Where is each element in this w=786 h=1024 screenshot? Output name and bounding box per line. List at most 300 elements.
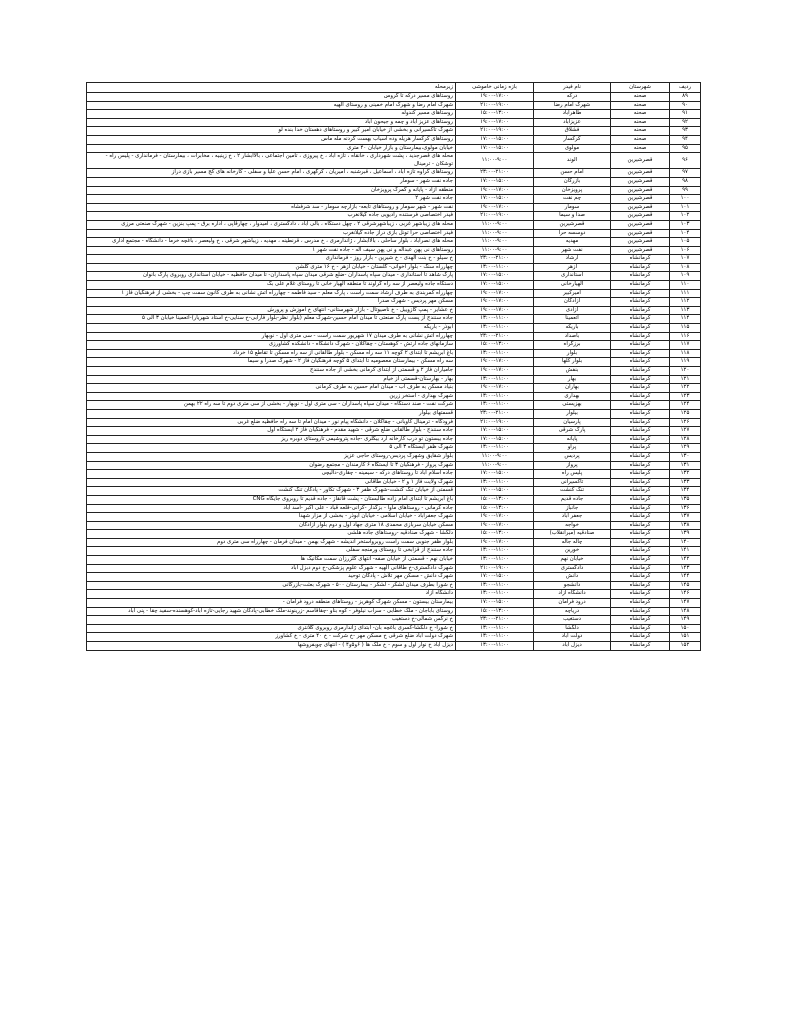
sub-area-cell: دانشگاه آزاد	[87, 590, 456, 599]
time-range-cell: ۱۳:۰۰-۱۱:۰۰	[456, 556, 534, 565]
feeder-cell: فشلاق	[534, 127, 611, 136]
row-number: ۱۴۳	[670, 564, 701, 573]
sub-area-cell: جاده سنندج از قزابخی تا روستای ورمنجه سفلی	[87, 547, 456, 556]
sub-area-cell: فیدر اختصاصی فرستنده رادیویی جاده گیلانغرب	[87, 212, 456, 221]
table-row	[87, 367, 701, 376]
city-cell: کرمانشاه	[611, 315, 670, 324]
row-number: ۱۴۰	[670, 538, 701, 547]
time-range-cell: ۱۳:۰۰-۱۱:۰۰	[456, 642, 534, 651]
row-number: ۱۲۷	[670, 427, 701, 436]
time-range-cell: ۲۳:۰۰-۲۱:۰۰	[456, 616, 534, 625]
feeder-cell: قصرشیرین	[534, 220, 611, 229]
sub-area-cell: جاده اسلام آباد تا روستاهای درکه - سیمینه - چقاری-دالیچی	[87, 470, 456, 479]
row-number: ۹۳	[670, 127, 701, 136]
feeder-cell: دوسسه حرا	[534, 229, 611, 238]
feeder-cell: تاکسیرانی	[534, 478, 611, 487]
time-range-cell: ۱۳:۰۰-۱۱:۰۰	[456, 624, 534, 633]
time-range-cell: ۱۵:۰۰-۱۳:۰۰	[456, 110, 534, 119]
feeder-cell: شهرک امام رضا	[534, 101, 611, 110]
feeder-cell: خواجه	[534, 521, 611, 530]
time-range-cell: ۱۳:۰۰-۱۱:۰۰	[456, 263, 534, 272]
sub-area-cell: خ شورا بطرف میدان لشکر - لشکر - بیمارستان ۵۰۰ - شهرک بعثت-بازرگانی	[87, 581, 456, 590]
sub-area-cell: روستاهای مسیر درکه تا گروس	[87, 93, 456, 102]
time-range-cell: ۱۱:۰۰-۹:۰۰	[456, 461, 534, 470]
feeder-cell: کرکسار	[534, 135, 611, 144]
feeder-cell: استانداری	[534, 272, 611, 281]
table-row	[87, 246, 701, 255]
row-number: ۹۴	[670, 135, 701, 144]
feeder-cell: امام حسن	[534, 169, 611, 178]
table-row	[87, 384, 701, 393]
row-number: ۱۱۱	[670, 289, 701, 298]
feeder-cell: باصداد	[534, 332, 611, 341]
time-range-cell: ۱۷:۰۰-۱۵:۰۰	[456, 144, 534, 153]
city-cell: کرمانشاه	[611, 427, 670, 436]
city-cell: قصرشیرین	[611, 220, 670, 229]
city-cell: کرمانشاه	[611, 513, 670, 522]
feeder-cell: نفت شهر	[534, 246, 611, 255]
row-number: ۱۴۸	[670, 607, 701, 616]
time-range-cell: ۱۷:۰۰-۱۵:۰۰	[456, 195, 534, 204]
feeder-cell: الهیارخانی	[534, 281, 611, 290]
city-cell: کرمانشاه	[611, 470, 670, 479]
city-cell: کرمانشاه	[611, 495, 670, 504]
city-cell: قصرشیرین	[611, 195, 670, 204]
header-city: شهرستان	[611, 83, 670, 93]
feeder-cell: دلگشا	[534, 624, 611, 633]
row-number: ۱۱۲	[670, 298, 701, 307]
feeder-cell: پرواز	[534, 461, 611, 470]
city-cell: کرمانشاه	[611, 263, 670, 272]
row-number: ۹۲	[670, 118, 701, 127]
row-number: ۹۹	[670, 186, 701, 195]
feeder-cell: دریاچه	[534, 607, 611, 616]
table-row	[87, 135, 701, 144]
feeder-cell: تنگ کنشت	[534, 487, 611, 496]
feeder-cell: جانباز	[534, 504, 611, 513]
row-number: ۱۱۵	[670, 324, 701, 333]
feeder-cell: ازهر	[534, 263, 611, 272]
sub-area-cell: شهرک بهداری - استخر زرین	[87, 392, 456, 401]
sub-area-cell: مسکن مهر پردیس - شهرک صدرا	[87, 298, 456, 307]
time-range-cell: ۱۷:۰۰-۱۵:۰۰	[456, 177, 534, 186]
city-cell: صحنه	[611, 135, 670, 144]
city-cell: کرمانشاه	[611, 573, 670, 582]
sub-area-cell: خیابان مولوی،بیمارستان و بازار خیابان ۴۰ متری	[87, 144, 456, 153]
time-range-cell: ۱۹:۰۰-۱۷:۰۰	[456, 203, 534, 212]
table-row	[87, 212, 701, 221]
row-number: ۱۳۶	[670, 504, 701, 513]
sub-area-cell: جامیاران فاز ۲ و قسمتی از ابتدای کرمانی بخشی از جاده سنندج	[87, 367, 456, 376]
time-range-cell: ۱۳:۰۰-۱۱:۰۰	[456, 581, 534, 590]
table-row	[87, 470, 701, 479]
table-row	[87, 547, 701, 556]
header-time-range: بازه زمانی خاموشی	[456, 83, 534, 93]
row-number: ۱۳۹	[670, 530, 701, 539]
row-number: ۱۳۵	[670, 495, 701, 504]
table-row	[87, 401, 701, 410]
table-row	[87, 616, 701, 625]
table-row	[87, 452, 701, 461]
feeder-cell: بهار	[534, 375, 611, 384]
sub-area-cell: چهارراه سنگ - بلوار اخوانی- گلستان - خیابان ازهر - خ ۱۶ متری گلشن	[87, 263, 456, 272]
time-range-cell: ۱۳:۰۰-۱۱:۰۰	[456, 401, 534, 410]
feeder-cell: طاهرآباد	[534, 110, 611, 119]
table-row	[87, 101, 701, 110]
city-cell: کرمانشاه	[611, 401, 670, 410]
table-row	[87, 409, 701, 418]
table-row	[87, 186, 701, 195]
row-number: ۱۲۶	[670, 418, 701, 427]
sub-area-cell: نفت شهر - شهر سومار و روستاهای تابعه- بازارچه سومار - سد شرفشاه	[87, 203, 456, 212]
city-cell: کرمانشاه	[611, 452, 670, 461]
feeder-cell: آزادی	[534, 306, 611, 315]
time-range-cell: ۱۹:۰۰-۱۷:۰۰	[456, 367, 534, 376]
feeder-cell: امیرکبیر	[534, 289, 611, 298]
table-row	[87, 599, 701, 608]
sub-area-cell: قسمتی از خیابان تنگ کنشت-شهرک ظفر ۳ - شهرک تکاور - پادگان تنگ کنشت	[87, 487, 456, 496]
document-page	[86, 82, 701, 651]
table-row	[87, 298, 701, 307]
city-cell: قصرشیرین	[611, 212, 670, 221]
time-range-cell: ۱۷:۰۰-۱۵:۰۰	[456, 435, 534, 444]
feeder-cell: خیابان نهم	[534, 556, 611, 565]
table-row	[87, 349, 701, 358]
row-number: ۱۴۶	[670, 590, 701, 599]
sub-area-cell: شهرک دانش - مسکن مهر تلاش - پادگان توحید	[87, 573, 456, 582]
sub-area-cell: جاده سنندج - بلوار طالقانی ضلع شرقی - شهید مقدم - فرهنگیان فاز ۲ ایستگاه اول	[87, 427, 456, 436]
city-cell: کرمانشاه	[611, 358, 670, 367]
time-range-cell: ۱۷:۰۰-۱۵:۰۰	[456, 487, 534, 496]
feeder-cell: سومار	[534, 203, 611, 212]
time-range-cell: ۱۱:۰۰-۹:۰۰	[456, 238, 534, 247]
row-number: ۱۴۵	[670, 581, 701, 590]
city-cell: کرمانشاه	[611, 332, 670, 341]
feeder-cell: باریکه	[534, 324, 611, 333]
time-range-cell: ۱۱:۰۰-۹:۰۰	[456, 153, 534, 169]
row-number: ۱۴۲	[670, 556, 701, 565]
city-cell: کرمانشاه	[611, 624, 670, 633]
row-number: ۱۵۰	[670, 624, 701, 633]
time-range-cell: ۱۹:۰۰-۱۷:۰۰	[456, 521, 534, 530]
table-row	[87, 127, 701, 136]
sub-area-cell: روستاهای گراوه تازه آباد ، اسماعیل ، قبرشنبه ، امیریان ، کرگهری ، امام حسن علیا و سفلی - کارخانه های کج مسیر بازی دراز	[87, 169, 456, 178]
city-cell: صحنه	[611, 101, 670, 110]
city-cell: کرمانشاه	[611, 530, 670, 539]
row-number: ۱۴۹	[670, 616, 701, 625]
feeder-cell: بهزیستی	[534, 401, 611, 410]
feeder-cell: الوند	[534, 153, 611, 169]
sub-area-cell: روستاهای مسیر کندوله	[87, 110, 456, 119]
row-number: ۱۱۸	[670, 349, 701, 358]
time-range-cell: ۱۵:۰۰-۱۳:۰۰	[456, 607, 534, 616]
row-number: ۹۸	[670, 177, 701, 186]
time-range-cell: ۱۷:۰۰-۱۵:۰۰	[456, 135, 534, 144]
row-number: ۱۳۴	[670, 487, 701, 496]
city-cell: کرمانشاه	[611, 255, 670, 264]
feeder-cell: آتعمینا	[534, 315, 611, 324]
time-range-cell: ۱۷:۰۰-۱۵:۰۰	[456, 281, 534, 290]
sub-area-cell: شهرک ولایت فاز ۱ و ۲ - خیابان طاقانی	[87, 478, 456, 487]
time-range-cell: ۱۱:۰۰-۹:۰۰	[456, 229, 534, 238]
sub-area-cell: محله های قصرجدید ، پشت شهرداری ، خانقاه ، تازه آباد ، خ پیروزی ، تامین اجتماعی ، بالاآبشار ۲ ، خ زینبیه ، مخابرات ، بیمارستان - فرمانداری - پلیس راه - توشکان - ترمینال	[87, 153, 456, 169]
sub-area-cell: جاده نفت شهر ۲	[87, 195, 456, 204]
time-range-cell: ۱۹:۰۰-۱۷:۰۰	[456, 513, 534, 522]
time-range-cell: ۱۹:۰۰-۱۷:۰۰	[456, 384, 534, 393]
sub-area-cell: روستاهای عزیز اباد و چمه و جیحون اباد	[87, 118, 456, 127]
table-row	[87, 564, 701, 573]
table-row	[87, 375, 701, 384]
sub-area-cell: خ عشایر - پمپ گازوییل - خ ناصیوتال - بازار شهرستانی- انتهای خ آموزش و پرورش	[87, 306, 456, 315]
time-range-cell: ۱۵:۰۰-۱۳:۰۰	[456, 504, 534, 513]
row-number: ۱۳۲	[670, 470, 701, 479]
sub-area-cell: شهرک تاکسیرانی و بخشی از خیابان امیر کبیر و روستاهای دهستان خدا بنده لو	[87, 127, 456, 136]
feeder-cell: بازرگان	[534, 177, 611, 186]
city-cell: صحنه	[611, 110, 670, 119]
sub-area-cell: شهرک دولت آباد ضلع شرقی خ مسکن مهر -خ شرکت - خ ۴۰ متری - خ کشاورز	[87, 633, 456, 642]
time-range-cell: ۱۳:۰۰-۱۱:۰۰	[456, 375, 534, 384]
sub-area-cell: سازمانهای جاده ارتش - کوهستان - چقاکلان - شهرک دانشگاه - دانشکده کشاورزی	[87, 341, 456, 350]
table-row	[87, 495, 701, 504]
feeder-cell: برزگراه	[534, 341, 611, 350]
sub-area-cell: روستای باباجان - ملک خطابی - سراب نیلوفر - کوه بناو -چقاقاسم -زرینوند-ملک خطابی-پادگان شهید رجایی-تازه آباد-کوهسنده-سفید چقا - پنی آباد	[87, 607, 456, 616]
city-cell: کرمانشاه	[611, 581, 670, 590]
table-row	[87, 573, 701, 582]
time-range-cell: ۲۳:۰۰-۲۱:۰۰	[456, 169, 534, 178]
row-number: ۱۱۷	[670, 341, 701, 350]
table-row	[87, 633, 701, 642]
table-row	[87, 478, 701, 487]
table-row	[87, 341, 701, 350]
table-row	[87, 255, 701, 264]
row-number: ۱۲۹	[670, 444, 701, 453]
feeder-cell: بیلوار	[534, 409, 611, 418]
time-range-cell: ۱۷:۰۰-۱۵:۰۰	[456, 272, 534, 281]
table-row	[87, 169, 701, 178]
table-row	[87, 427, 701, 436]
row-number: ۱۳۰	[670, 452, 701, 461]
time-range-cell: ۱۱:۰۰-۹:۰۰	[456, 246, 534, 255]
city-cell: کرمانشاه	[611, 564, 670, 573]
feeder-cell: پردیس	[534, 452, 611, 461]
row-number: ۱۳۱	[670, 461, 701, 470]
feeder-cell: دیزل آباد	[534, 642, 611, 651]
feeder-cell: صدا و سیما	[534, 212, 611, 221]
row-number: ۹۶	[670, 153, 701, 169]
sub-area-cell: شهرک دادگستری-خ طاقانی الهیه - شهرک علوم پزشکی-خ دوم دبزل آباد	[87, 564, 456, 573]
sub-area-cell: خ نرگس شمالی-خ دستغیب	[87, 616, 456, 625]
table-row	[87, 444, 701, 453]
sub-area-cell: پارک شاهد تا استانداری - میدان سپاه پاسداران -ضلع شرقی میدان سپاه پاسداران- تا میدان حافظیه - خیابان استانداری روبروی پارک بانوان	[87, 272, 456, 281]
city-cell: کرمانشاه	[611, 384, 670, 393]
sub-area-cell: مسکن خیابان سربازی محمدی ۱۸ متری جهاد اول و دوم بلوار آزادگان	[87, 521, 456, 530]
time-range-cell: ۱۷:۰۰-۱۵:۰۰	[456, 573, 534, 582]
table-row	[87, 556, 701, 565]
sub-area-cell: شهرک پرواز - فرهنگیان ۳ تا ایستگاه ۶ کارمندان - مجتمع رضوان	[87, 461, 456, 470]
time-range-cell: ۱۹:۰۰-۱۷:۰۰	[456, 93, 534, 102]
sub-area-cell: شهرک ظفر ایستگاه ۳ الی ۵	[87, 444, 456, 453]
sub-area-cell: چهارراه آتش نشانی به طرف میدان ۱۷ شهریور سمت راست - سی متری اول - نوبهار	[87, 332, 456, 341]
row-number: ۱۱۶	[670, 332, 701, 341]
time-range-cell: ۱۹:۰۰-۱۷:۰۰	[456, 298, 534, 307]
city-cell: قصرشیرین	[611, 246, 670, 255]
row-number: ۱۳۷	[670, 513, 701, 522]
feeder-cell: دستغیب	[534, 616, 611, 625]
table-row	[87, 487, 701, 496]
table-row	[87, 263, 701, 272]
city-cell: کرمانشاه	[611, 461, 670, 470]
table-row	[87, 513, 701, 522]
feeder-cell: بلوار	[534, 349, 611, 358]
time-range-cell: ۱۱:۰۰-۹:۰۰	[456, 452, 534, 461]
feeder-cell: آزادگان	[534, 298, 611, 307]
sub-area-cell: سه راه مسکن - بیمارستان معصومیه تا ابتدای ۵ کوچه فرهنگیان فاز ۲ - شهرک صدرا و سیما	[87, 358, 456, 367]
table-row	[87, 281, 701, 290]
row-number: ۱۵۱	[670, 633, 701, 642]
sub-area-cell: شهرک امام رضا و شهرک امام خمینی و روستای الهیه	[87, 101, 456, 110]
city-cell: کرمانشاه	[611, 599, 670, 608]
time-range-cell: ۲۳:۰۰-۲۱:۰۰	[456, 332, 534, 341]
feeder-cell: مهدیه	[534, 238, 611, 247]
time-range-cell: ۱۳:۰۰-۱۱:۰۰	[456, 478, 534, 487]
sub-area-cell: باغ ابریشم تا ابتدای ۲ کوچه ۱۱ سه راه مسکن - بلوار طالقانی از سه راه مسکن تا تقاطع ۱۵ خرداد	[87, 349, 456, 358]
row-number: ۱۳۳	[670, 478, 701, 487]
table-row	[87, 195, 701, 204]
time-range-cell: ۱۷:۰۰-۱۵:۰۰	[456, 470, 534, 479]
city-cell: کرمانشاه	[611, 538, 670, 547]
outage-schedule-table	[86, 82, 701, 651]
sub-area-cell: بلوار شقایق وشهرک پردیس-روستای حاجی عزیز	[87, 452, 456, 461]
feeder-cell: جعفر آباد	[534, 513, 611, 522]
feeder-cell: عزیزآباد	[534, 118, 611, 127]
time-range-cell: ۱۹:۰۰-۱۷:۰۰	[456, 306, 534, 315]
city-cell: کرمانشاه	[611, 349, 670, 358]
header-sub-area: زیرمحله	[87, 83, 456, 93]
sub-area-cell: ابوذر - باریکه	[87, 324, 456, 333]
table-row	[87, 93, 701, 102]
row-number: ۱۴۴	[670, 573, 701, 582]
table-row	[87, 624, 701, 633]
sub-area-cell: بیمارستان بیستون - مسکن شهرک کوهریز - روستاهای منطقه درود فرامان -	[87, 599, 456, 608]
city-cell: کرمانشاه	[611, 289, 670, 298]
table-row	[87, 392, 701, 401]
city-cell: کرمانشاه	[611, 272, 670, 281]
city-cell: کرمانشاه	[611, 616, 670, 625]
time-range-cell: ۲۱:۰۰-۱۹:۰۰	[456, 418, 534, 427]
city-cell: کرمانشاه	[611, 444, 670, 453]
row-number: ۱۵۲	[670, 642, 701, 651]
time-range-cell: ۱۳:۰۰-۱۱:۰۰	[456, 392, 534, 401]
time-range-cell: ۲۳:۰۰-۲۱:۰۰	[456, 255, 534, 264]
sub-area-cell: دیزل آباد خ نوار اول و سوم - خ ملک ها ( ۶و۵و۴ ) - انتهای چوبفروشها	[87, 642, 456, 651]
sub-area-cell: شهرک جعفرآباد - خیابان اسلامی - خیابان ابوذر - بخشی از مزار شهدا	[87, 513, 456, 522]
feeder-cell: دانش	[534, 573, 611, 582]
sub-area-cell: روستاهای کرکسار هریله وده اسیاب بهست گردنه مله ماس	[87, 135, 456, 144]
row-number: ۱۰۲	[670, 212, 701, 221]
row-number: ۱۰۳	[670, 220, 701, 229]
feeder-cell: دادگستری	[534, 564, 611, 573]
time-range-cell: ۱۳:۰۰-۱۱:۰۰	[456, 633, 534, 642]
sub-area-cell: محله های نصرآباد ، بلوار ساحلی ، بالاآبشار ، ژاندارمری ، خ مدرس ، قرنطینه ، مهدیه ، زیباشهر شرقی ، خ ولیعصر ، باغچه خرما - دانشگاه - مجتمع اداری	[87, 238, 456, 247]
feeder-cell: مولوی	[534, 144, 611, 153]
sub-area-cell: شرکت نفت - صند دستگاه - میدان سپاه پاسداران - سی متری اول - نوبهار - بخشی از سی متری دوم تا سه راه ۲۲ بهمن	[87, 401, 456, 410]
table-row	[87, 203, 701, 212]
sub-area-cell: روستاهای نی پهن عبداله و نی پهن سیف اله - جاده نفت شهر ۱	[87, 246, 456, 255]
header-row-number: ردیف	[670, 83, 701, 93]
table-row	[87, 272, 701, 281]
time-range-cell: ۲۱:۰۰-۱۹:۰۰	[456, 127, 534, 136]
table-row	[87, 110, 701, 119]
sub-area-cell: دستگاه جاده ولیعصر از سه راه گراوند تا منطقه الهیار خانی تا روستای غلام علی بگ	[87, 281, 456, 290]
city-cell: کرمانشاه	[611, 590, 670, 599]
time-range-cell: ۱۹:۰۰-۱۷:۰۰	[456, 538, 534, 547]
row-number: ۱۲۲	[670, 384, 701, 393]
table-row	[87, 144, 701, 153]
time-range-cell: ۱۵:۰۰-۱۳:۰۰	[456, 530, 534, 539]
sub-area-cell: جاده کرمانی - روستاهای ماوا - بزگدار -کرانی-قلعه قباد - علی اکبر -اسد آباد	[87, 504, 456, 513]
row-number: ۱۳۸	[670, 521, 701, 530]
row-number: ۹۰	[670, 101, 701, 110]
city-cell: قصرشیرین	[611, 169, 670, 178]
city-cell: کرمانشاه	[611, 504, 670, 513]
time-range-cell: ۱۳:۰۰-۱۱:۰۰	[456, 324, 534, 333]
table-row	[87, 324, 701, 333]
row-number: ۱۴۱	[670, 547, 701, 556]
feeder-cell: جاده قدیم	[534, 495, 611, 504]
city-cell: کرمانشاه	[611, 556, 670, 565]
sub-area-cell: خیابان نهم - قسمتی از خیابان صفه- انتهای گلزرزان سمت مکانیک ها	[87, 556, 456, 565]
row-number: ۹۵	[670, 144, 701, 153]
feeder-cell: بهداری	[534, 392, 611, 401]
table-row	[87, 289, 701, 298]
feeder-cell: دولت آباد	[534, 633, 611, 642]
row-number: ۱۰۰	[670, 195, 701, 204]
city-cell: کرمانشاه	[611, 281, 670, 290]
table-row	[87, 590, 701, 599]
time-range-cell: ۲۳:۰۰-۲۱:۰۰	[456, 409, 534, 418]
row-number: ۱۲۱	[670, 375, 701, 384]
sub-area-cell: بنیاد مسکن به طرف آب - میدان امام حسین به طرف کرمانی	[87, 384, 456, 393]
row-number: ۱۲۳	[670, 392, 701, 401]
time-range-cell: ۱۳:۰۰-۱۱:۰۰	[456, 349, 534, 358]
table-row	[87, 581, 701, 590]
table-row	[87, 521, 701, 530]
feeder-cell: خورین	[534, 547, 611, 556]
row-number: ۱۰۸	[670, 263, 701, 272]
city-cell: قصرشیرین	[611, 177, 670, 186]
time-range-cell: ۲۱:۰۰-۱۹:۰۰	[456, 101, 534, 110]
time-range-cell: ۲۱:۰۰-۱۹:۰۰	[456, 564, 534, 573]
table-row	[87, 607, 701, 616]
time-range-cell: ۱۹:۰۰-۱۷:۰۰	[456, 289, 534, 298]
time-range-cell: ۱۱:۰۰-۹:۰۰	[456, 220, 534, 229]
sub-area-cell: محله های زیباشهر غربی ، زیباشهرشرقی ۲ ، چهل دستگاه ، بالی آباد ، دادگستری ، امیدوار ، چهارقاپی ، اداره برق - پمپ بنزین - شهرک صنعتی مرزی	[87, 220, 456, 229]
table-row	[87, 220, 701, 229]
city-cell: کرمانشاه	[611, 392, 670, 401]
table-row	[87, 177, 701, 186]
feeder-cell: پارسیان	[534, 418, 611, 427]
city-cell: کرمانشاه	[611, 298, 670, 307]
table-row	[87, 435, 701, 444]
row-number: ۱۰۹	[670, 272, 701, 281]
city-cell: قصرشیرین	[611, 229, 670, 238]
table-row	[87, 538, 701, 547]
time-range-cell: ۱۳:۰۰-۱۱:۰۰	[456, 547, 534, 556]
city-cell: صحنه	[611, 93, 670, 102]
sub-area-cell: خ شورا- خ دلگشا-کسری باغچه بان- ابتدای ژاندارمری روبروی گلانتری	[87, 624, 456, 633]
sub-area-cell: فرودگاه - ترمینال کاوبانی - چقاکلان - دانشگاه پیام نور - میدان امام تا سه راه حافظیه ضلع غربی	[87, 418, 456, 427]
time-range-cell: ۱۷:۰۰-۱۵:۰۰	[456, 427, 534, 436]
